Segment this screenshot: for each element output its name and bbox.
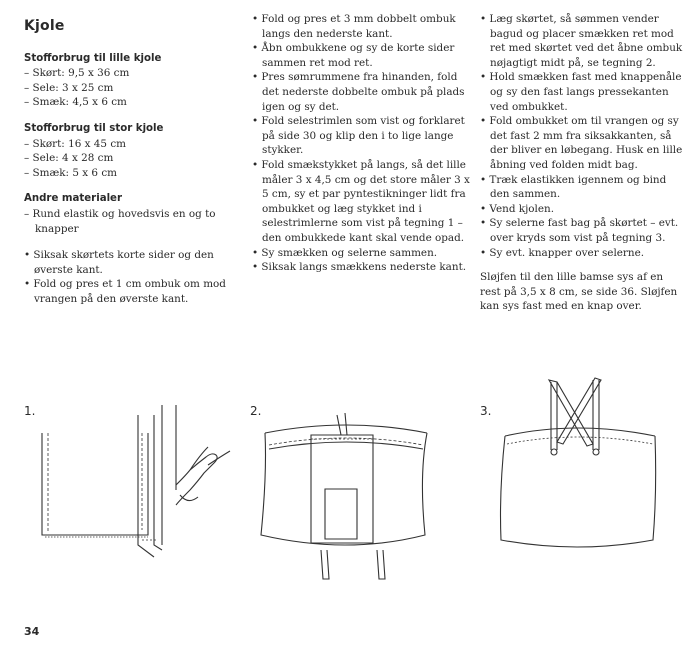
- figure-3-label: 3.: [480, 404, 492, 418]
- step-item: • Fold smækstykket på langs, så det lille måler 3 x 4,5 cm og det store måler 3 x 5 cm, sy et par pyntestikninger lidt fra ombukket og læg stykket ind i selestrimlerne som vist på tegning 1 – den ombukkede kant skal vende opad.: [252, 158, 470, 244]
- step-item: • Sy selerne fast bag på skørtet – evt. over kryds som vist på tegning 3.: [480, 217, 679, 244]
- other-materials-heading: Andre materialer: [24, 193, 122, 205]
- list-item: – Sele: 3 x 25 cm: [24, 81, 114, 94]
- step-item: • Fold og pres et 3 mm dobbelt ombuk langs den nederste kant.: [252, 13, 456, 40]
- list-item: – Smæk: 5 x 6 cm: [24, 166, 117, 179]
- button-icon: [551, 449, 557, 455]
- column-3: [480, 12, 685, 314]
- strap-end-left: [321, 550, 329, 579]
- step-item: • Pres sømrummene fra hinanden, fold det nederste dobbelte ombuk på plads igen og sy det.: [252, 71, 465, 113]
- col1-steps: [24, 248, 244, 306]
- list-item: – Sele: 4 x 28 cm: [24, 152, 114, 165]
- large-dress-list: [24, 137, 244, 181]
- other-materials-list: [24, 207, 244, 236]
- bib-outline: [42, 433, 148, 535]
- list-item: – Skørt: 16 x 45 cm: [24, 137, 126, 150]
- strap-crossed-left: [549, 380, 593, 446]
- large-dress-heading: Stofforbrug til stor kjole: [24, 122, 164, 134]
- step-item: • Fold ombukket om til vrangen og sy det fast 2 mm fra siksakkanten, så der bliver en løbegang. Husk en lille åbning ved folden midt bag.: [480, 115, 683, 171]
- list-item: – Skørt: 9,5 x 36 cm: [24, 67, 130, 80]
- figure-3-dress-illustration: [485, 372, 670, 587]
- step-item: • Sy smækken og selerne sammen.: [252, 246, 438, 259]
- step-item: • Sy evt. knapper over selerne.: [480, 246, 645, 259]
- list-item: – Rund elastik og hovedsvis en og to knapper: [24, 207, 216, 235]
- figure-2-label: 2.: [250, 404, 262, 418]
- step-item: • Vend kjolen.: [480, 202, 555, 215]
- step-item: • Siksak skørtets korte sider og den øverste kant.: [24, 249, 214, 276]
- button-icon: [593, 449, 599, 455]
- strap-left-edge: [138, 415, 154, 557]
- list-item: – Smæk: 4,5 x 6 cm: [24, 96, 127, 109]
- step-item: • Fold selestrimlen som vist og forklaret på side 30 og klip den i to lige lange stykker.: [252, 115, 465, 157]
- page-number: 34: [24, 625, 40, 638]
- step-item: • Hold smækken fast med knappenåle og sy den fast langs pressekanten ved ombukket.: [480, 71, 682, 113]
- strap-crossed-right: [557, 378, 601, 444]
- bow-note: Sløjfen til den lille bamse sys af en rest på 3,5 x 8 cm, se side 36. Sløjfen kan sys fast med en knap over.: [480, 271, 678, 313]
- figure-2-skirt-illustration: [255, 405, 440, 585]
- column-2: [252, 12, 472, 275]
- strap-end-right: [377, 550, 385, 579]
- step-item: • Åbn ombukkene og sy de korte sider sammen ret mod ret.: [252, 42, 455, 69]
- step-item: • Træk elastikken igennem og bind den sammen.: [480, 173, 667, 201]
- figure-1-strap-illustration: [30, 395, 245, 590]
- pin-icon: [337, 413, 347, 435]
- figure-1-label: 1.: [24, 404, 36, 418]
- small-dress-heading: Stofforbrug til lille kjole: [24, 52, 162, 64]
- page-title: Kjole: [24, 18, 65, 34]
- column-1: [24, 0, 244, 307]
- step-item: • Fold og pres et 1 cm ombuk om mod vrangen på den øverste kant.: [24, 278, 226, 305]
- step-item: • Læg skørtet, så sømmen vender bagud og placer smækken ret mod ret med skørtet ved det åbne ombuk nøjagtigt midt på, se tegning 2.: [480, 13, 683, 69]
- step-item: • Siksak langs smækkens nederste kant.: [252, 261, 467, 274]
- small-dress-list: [24, 66, 244, 110]
